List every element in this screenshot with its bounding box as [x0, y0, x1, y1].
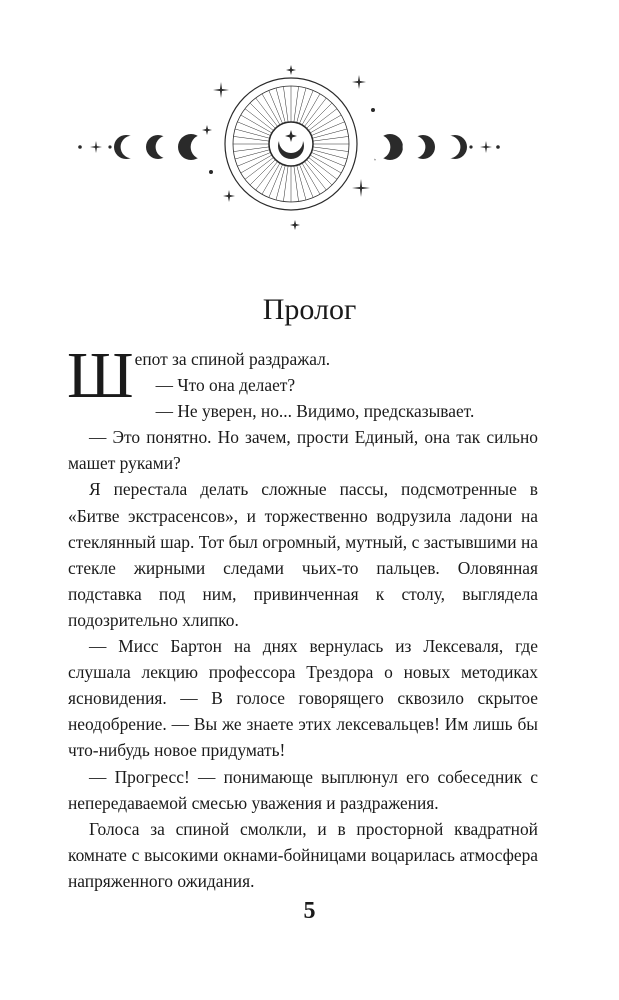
sun-moon-phases-ornament-icon [70, 60, 500, 240]
drop-cap: Ш [67, 339, 134, 412]
paragraph-1: Шепот за спиной раздражал. [67, 339, 331, 412]
paragraph-2: — Что она делает? [155, 375, 296, 396]
paragraph-3: — Не уверен, но... Видимо, предсказывает. [155, 401, 475, 422]
body-text [67, 339, 538, 894]
page-number: 5 [303, 898, 316, 924]
paragraph-4: — Это понятно. Но зачем, прости Единый, она так сильно машет руками? [68, 427, 538, 474]
paragraph-7: — Прогресс! — понимающе выплюнул его собеседник с непередаваемой смесью уважения и раздражения. [68, 766, 538, 813]
paragraph-5: Я перестала делать сложные пассы, подсмотренные в «Битве экстрасенсов», и торжественно водрузила ладони на стеклянный шар. Тот был огромный, мутный, с застывшими на стекле жирными следами чьих-то пальцев. Оловянная подставка под ним, привинченная к столу, выглядела подозрительно хлипко. [68, 479, 538, 630]
paragraph-8: Голоса за спиной смолкли, и в просторной квадратной комнате с высокими окнами-бойницами воцарилась атмосфера напряженного ожидания. [68, 818, 538, 891]
chapter-title: Пролог [262, 293, 357, 326]
paragraph-6: — Мисс Бартон на днях вернулась из Лексеваля, где слушала лекцию профессора Трездора о новых методиках ясновидения. — В голосе говорящего сквозило скрытое неодобрение. — Вы же знаете этих лексевальцев! Им лишь бы что-нибудь новое придумать! [68, 636, 538, 761]
